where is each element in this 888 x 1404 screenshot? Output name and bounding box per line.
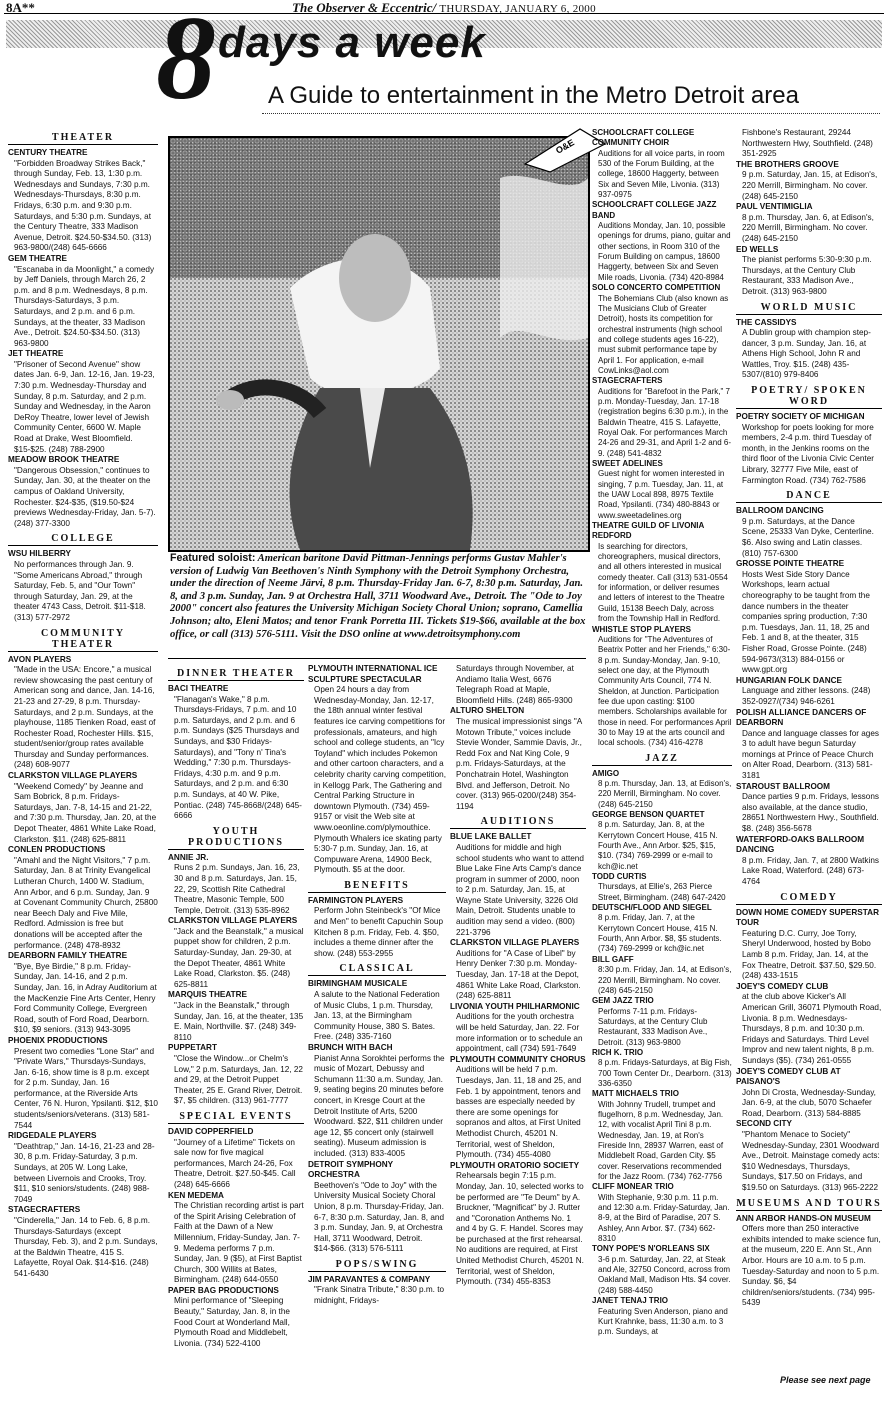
listing — [168, 853, 304, 917]
listing-heading: DETROIT SYMPHONY ORCHESTRA — [308, 1159, 393, 1180]
listing — [592, 128, 732, 200]
listing-heading: GEM JAZZ TRIO — [592, 996, 654, 1006]
listing-heading: AMIGO — [592, 768, 620, 778]
section-heading: BENEFITS — [308, 880, 446, 893]
listing — [8, 951, 158, 1036]
listing — [450, 706, 586, 812]
listing-heading: JOEY'S COMEDY CLUB AT PAISANO'S — [736, 1066, 841, 1087]
listing — [736, 412, 882, 486]
section-heading: POPS/SWING — [308, 1259, 446, 1272]
listing — [450, 1055, 586, 1161]
listing-heading: PAUL VENTIMIGLIA — [736, 202, 813, 212]
photo-illustration — [170, 138, 588, 550]
listing-text: Perform John Steinbeck's "Of Mice and Men" to benefit Capuchin Soup Kitchen 8 p.m. Friday, Feb. 4. $50, includes a theme dinner after the show. (248) 553-2955 — [314, 906, 443, 958]
listing-heading: LIVONIA YOUTH PHILHARMONIC — [450, 1001, 580, 1011]
listing — [592, 1089, 732, 1182]
section-heading: DINNER THEATER — [168, 668, 304, 681]
listing-heading: JET THEATRE — [8, 349, 64, 359]
listing-text: 8 p.m. Saturday, Jan. 8, at the Kerrytown Concert House, 415 N. Fourth Ave., Ann Arbor. $25, $15, $10. (734) 769-2999 or e-mail to kch@ic.net — [598, 820, 718, 871]
column-2 — [168, 664, 304, 1349]
listing-heading: CLARKSTON VILLAGE PLAYERS — [450, 938, 580, 948]
listing-heading: THE BROTHERS GROOVE — [736, 159, 839, 169]
listing-heading: BIRMINGHAM MUSICALE — [308, 979, 408, 989]
listing — [8, 1036, 158, 1131]
listing-text: "Frank Sinatra Tribute," 8:30 p.m. to midnight, Fridays- — [314, 1285, 445, 1306]
listing — [736, 1214, 882, 1309]
listing-text: "Bye, Bye Birdie," 8 p.m. Friday-Sunday, Jan. 14-16, and 2 p.m. Sunday, Jan. 16, in Adray Auditorium at the MacKenzie Fine Arts Center, Henry Ford Community College, Evergreen Road, south of Ford Road, Dearborn. $10, $9 seniors. (313) 943-3095 — [14, 961, 157, 1035]
listing — [592, 1244, 732, 1296]
listing-text: With Johnny Trudell, trumpet and flugelhorn, 8 p.m. Wednesday, Jan. 12, with vocalist April Tini 8 p.m. Wednesday, Jan. 19, at Ron's Fireside Inn, 28937 Warren, east of Middlebelt Road, Garden City. $5 cover. Reservations recommended for the Jazz Room. (734) 762-7756 — [598, 1099, 724, 1182]
banner-subtitle: A Guide to entertainment in the Metro Detroit area — [268, 82, 799, 109]
listing — [736, 160, 882, 202]
listing-heading: DEARBORN FAMILY THEATRE — [8, 951, 128, 961]
photo-caption — [170, 552, 586, 641]
listing-heading: ED WELLS — [736, 244, 779, 254]
section-heading: COLLEGE — [8, 533, 158, 546]
listing-text: 8 p.m. Fridays-Saturdays, at Big Fish, 700 Town Center Dr., Dearborn. (313) 336-6350 — [598, 1058, 732, 1088]
caption-rule — [168, 658, 586, 659]
listing-text: Auditions Monday, Jan. 10, possible openings for drums, piano, guitar and other sections, in Room 310 of the Forum Building on campus, 18600 Haggerty, between Six and Seven Mile roads, Livonia. (734) 420-8984 — [598, 221, 731, 282]
listing-text: Hosts West Side Story Dance Workshops, learn actual choreography to be taught from the dance numbers in the theater companies spring production, 7:30 p.m. Tuesdays, Jan. 11, 18, 25 and Feb. 1 and 8, at the theater, 315 Fisher Road, Grosse Pointe. (248) 594-9673/(313) 884-0156 or www.gpt.org — [742, 569, 870, 675]
listing — [308, 1043, 446, 1160]
listing-heading: JANET TENAJ TRIO — [592, 1296, 669, 1306]
listing — [168, 1127, 304, 1191]
listing — [736, 982, 882, 1067]
listing-text: "Flanagan's Wake," 8 p.m. Thursdays-Fridays, 7 p.m. and 10 p.m. Saturdays, and 2 p.m. and 6 p.m. Sundays ($25 Thursdays and Sundays, and $30 Fridays-Saturdays), and "Tony n' Tina's Wedding," 7:30 p.m. Thursdays-Fridays, 4:30 p.m. and 9 p.m. Saturdays, and 2 p.m. and 6:30 p.m. Sundays, at 40 W. Pike, Pontiac. (248) 745-8668/(248) 645-6666 — [174, 694, 302, 821]
listing — [450, 664, 586, 706]
listing-heading: PHOENIX PRODUCTIONS — [8, 1035, 108, 1045]
listing — [736, 708, 882, 782]
listing — [168, 990, 304, 1043]
listing — [450, 1161, 586, 1288]
banner-number: 8 — [156, 0, 216, 124]
listing-heading: PAPER BAG PRODUCTIONS — [168, 1285, 279, 1295]
listing-text: 8 p.m. Friday, Jan. 7, at the Kerrytown Concert House, 415 N. Fourth, Ann Arbor. $8, $5 students. (734) 769-2999 or kch@ic.net — [598, 913, 722, 954]
listing-text: A salute to the National Federation of Music Clubs, 1 p.m. Thursday, Jan. 13, at the Birmingham Community House, 380 S. Bates. Free. (248) 335-7160 — [314, 990, 440, 1042]
listing-text: "Amahl and the Night Visitors," 7 p.m. Saturday, Jan. 8 at Trinity Evangelical Lutheran Church, 1400 W. Stadium, Ann Arbor, and 6 p.m. Sunday, Jan. 9 at Covenant Community Church, 25800 near Beech Daly and Five Mile, Redford. Admission is free but donations will be accepted after the performance. (248) 478-8932 — [14, 855, 158, 950]
listing-heading: GEORGE BENSON QUARTET — [592, 810, 705, 819]
listing-text: Auditions will be held 7 p.m. Tuesdays, Jan. 11, 18 and 25, and Feb. 1 by appointment, tenors and basses are especially needed by there are some openings for sopranos and altos, at First United Methodist Church, 45201 N. Territorial, west of Sheldon, Plymouth. (734) 455-4080 — [456, 1065, 582, 1160]
page-number: 8A** — [6, 0, 35, 15]
listing — [450, 832, 586, 938]
listing-text: Auditions for "Barefoot in the Park," 7 p.m. Monday-Tuesday, Jan. 17-18 (registration begins 6:30 p.m.), in the Baldwin Theatre, 415 S. Lafayette, Royal Oak. For performances March 24-26 and 29-31, and April 1-2 and 6-9. (248) 541-4832 — [598, 386, 731, 458]
listing-text: "Deathtrap," Jan. 14-16, 21-23 and 28-30, 8 p.m. Friday-Saturday, 3 p.m. Sundays, at 205 W. Long Lake, between Livernois and Crooks, Troy. $11, $10 seniors/students. (248) 988-7049 — [14, 1141, 155, 1204]
listing-text: Rehearsals begin 7:15 p.m. Monday, Jan. 10, selected works to be performed are "Te Deum" by A. Bruckner, "Magnificat" by J. Rutter and "Coronation Anthems No. 1 and 4 by G. F. Handel. Scores may be purchased at the first rehearsal. No auditions are required, at First United Methodist Church, 45201 N. Territorial, west of Sheldon, Plymouth. (734) 455-8353 — [456, 1171, 584, 1287]
section-heading: THEATER — [8, 132, 158, 145]
listing-text: "Dangerous Obsession," continues to Sunday, Jan. 30, at the theater on the campus of Oakland University, Rochester. $24-$35, ($19.50-$24 previews Wednesday-Friday, Jan. 5-7). (248) 377-3300 — [14, 465, 156, 528]
listing — [592, 1048, 732, 1089]
listing-heading: TONY POPE'S N'ORLEANS SIX — [592, 1244, 710, 1254]
section-heading: COMMUNITY THEATER — [8, 628, 158, 652]
listing — [308, 979, 446, 1043]
listing-heading: BALLROOM DANCING — [736, 506, 824, 516]
column-4 — [450, 664, 586, 1288]
listing — [8, 148, 158, 254]
listing — [592, 810, 732, 872]
listing-heading: MARQUIS THEATRE — [168, 990, 247, 1000]
listing-text: Language and zither lessons. (248) 352-0927/(734) 946-6261 — [742, 686, 871, 706]
listing-heading: PLYMOUTH INTERNATIONAL ICE SCULPTURE SPECTACULAR — [308, 664, 438, 684]
listing-heading: KEN MEDEMA — [168, 1190, 224, 1200]
section-heading: WORLD MUSIC — [736, 302, 882, 315]
listing-heading: WHISTLE STOP PLAYERS — [592, 624, 691, 634]
listing-text: Auditions for "A Case of Libel" by Henry Denker 7:30 p.m. Monday-Tuesday, Jan. 17-18 at the Depot, 4861 White Lake Road, Clarkston. (248) 625-8811 — [456, 948, 581, 1001]
listing-heading: AVON PLAYERS — [8, 654, 72, 664]
listing-heading: BLUE LAKE BALLET — [450, 832, 532, 842]
listing-text: 8 p.m. Friday, Jan. 7, at 2800 Watkins Lake Road, Waterford. (248) 673-4764 — [742, 855, 879, 886]
listing-text: With Stephanie, 9:30 p.m. 11 p.m. and 12:30 a.m. Friday-Saturday, Jan. 8-9, at the Bird of Paradise, 207 S. Ashley, Ann Arbor. $7. (734) 662-8310 — [598, 1192, 730, 1244]
subtitle-rule — [262, 113, 880, 114]
listing-heading: MEADOW BROOK THEATRE — [8, 455, 120, 465]
listing-heading: WSU HILBERRY — [8, 549, 71, 559]
listing-heading: ANN ARBOR HANDS-ON MUSEUM — [736, 1213, 871, 1223]
listing-text: "Phantom Menace to Society" Wednesday-Sunday, 2301 Woodward Ave., Detroit. Mainstage comedy acts: $10 Wednesdays, Thursdays, Sundays, $17.50 on Fridays, and $19.50 on Saturdays. (313) 965-2222 — [742, 1130, 880, 1193]
listing-text: Present two comedies "Lone Star" and "Private Wars," Thursdays-Sundays, Jan. 6-16, show time is 8 p.m. except for 2 p.m. Sunday, Jan. 16 performance, at the Riverside Arts Center, 76 N. Huron, Ypsilanti. $12, $10 students/seniors/veterans. (313) 581-7544 — [14, 1046, 158, 1130]
listing-text: 3-6 p.m. Saturday, Jan. 22, at Steak and Ale, 32750 Concord, across from Oakland Mall, Madison Hts. $4 cover. (248) 588-4450 — [598, 1254, 731, 1295]
listing — [736, 128, 882, 160]
listing-text: 8 p.m. Thursday, Jan. 6, at Edison's, 220 Merrill, Birmingham. No cover. (248) 645-2150 — [742, 212, 874, 243]
listing-text: "Jack and the Beanstalk," a musical puppet show for children, 2 p.m. Saturday-Sunday, Jan. 29-30, at the Depot Theater, 4861 White Lake Road, Clarkston. $5. (248) 625-8811 — [174, 926, 304, 989]
listing-text: "Forbidden Broadway Strikes Back," through Sunday, Feb. 13, 1:30 p.m. Wednesdays and Sundays, 7:30 p.m. Wednesdays-Thursdays, 8:30 p.m. Fridays, 6:30 p.m. and 9:30 p.m. Saturdays, and 5:30 p.m. Sundays, at the Century Theatre, 333 Madison Avenue, Detroit. $24.50-$34.50. (313) 963-9800/(248) 645-6666 — [14, 158, 152, 253]
listing — [308, 664, 446, 876]
listing — [8, 1205, 158, 1279]
section-heading: COMEDY — [736, 892, 882, 905]
listing-heading: MATT MICHAELS TRIO — [592, 1089, 679, 1099]
listing — [592, 521, 732, 624]
listing — [592, 903, 732, 955]
column-3 — [308, 664, 446, 1307]
listing-text: Mini performance of "Sleeping Beauty," Saturday, Jan. 8, in the Food Court at Wonderland Mall, Plymouth Road and Middlebelt, Livonia. (734) 522-4100 — [174, 1296, 290, 1348]
listing — [308, 896, 446, 960]
listing-heading: JIM PARAVANTES & COMPANY — [308, 1274, 431, 1284]
section-heading: AUDITIONS — [450, 816, 586, 829]
listing-text: "Made in the USA: Encore," a musical review showcasing the past century of American song and dance, Jan. 14-16, 21-23 and 27-29, 8 p.m. Thursday-Saturdays, and 2 p.m. Sundays, at the playhouse, 1185 Tienken Road, east of Rochester Road, Rochester Hills. $15, student/senior/group rates available Thursday and Sunday performances. (248) 608-9077 — [14, 665, 156, 770]
listing-heading: BRUNCH WITH BACH — [308, 1043, 393, 1052]
listing — [450, 938, 586, 1002]
listing-heading: CLARKSTON VILLAGE PLAYERS — [8, 771, 138, 781]
listing-text: "Escanaba in da Moonlight," a comedy by Jeff Daniels, through March 26, 2 p.m. and 8 p.m. Wednesdays, 8 p.m. Thursdays-Saturdays, 3 p.m. Saturdays, and 2 p.m. and 6 p.m. Sundays, at the theater, 33 Madison Ave., Detroit. $24.50-$34.50. (313) 963-9800 — [14, 264, 155, 348]
listing — [592, 625, 732, 749]
column-1 — [8, 128, 158, 1280]
listing — [168, 916, 304, 990]
listing-heading: DAVID COPPERFIELD — [168, 1126, 254, 1136]
listing — [592, 459, 732, 521]
listing — [736, 782, 882, 835]
section-heading: YOUTH PRODUCTIONS — [168, 826, 304, 850]
listing — [592, 1182, 732, 1244]
listing-heading: DOWN HOME COMEDY SUPERSTAR TOUR — [736, 907, 879, 928]
listing — [8, 455, 158, 529]
listing-text: Runs 2 p.m. Sundays, Jan. 16, 23, 30 and 8 p.m. Saturdays, Jan. 15, 22, 29, Scottish Rite Cathedral Theatre, Masonic Temple, 500 Temple, Detroit. (313) 535-8962 — [174, 863, 300, 915]
listing-text: Pianist Anna Sorokhtei performs the music of Mozart, Debussy and Schumann 11:30 a.m. Sunday, Jan. 9, seating begins 20 minutes before concert, in Kresge Court at the Detroit Institute of Arts, 5200 Woodward. $22, $11 children under age 12, $5 concert only (stairwell seating). Museum admission is included. (313) 833-4005 — [314, 1053, 445, 1158]
listing-text: "Close the Window...or Chelm's Low," 2 p.m. Saturdays, Jan. 12, 22 and 29, at the Detroit Puppet Theater, 25 E. Grand River, Detroit. $7, $5 children. (313) 961-7777 — [174, 1054, 303, 1106]
listing-heading: HUNGARIAN FOLK DANCE — [736, 675, 842, 685]
masthead-date: THURSDAY, JANUARY 6, 2000 — [439, 3, 596, 15]
column-5 — [592, 128, 732, 1338]
listing — [592, 872, 732, 903]
listing-text: Auditions for the youth orchestra will be held Saturday, Jan. 22. For more information or to schedule an appointment, call (734) 591-7649 — [456, 1012, 583, 1054]
listing-heading: SCHOOLCRAFT COLLEGE JAZZ BAND — [592, 200, 717, 220]
featured-photo — [168, 136, 590, 552]
listing — [308, 1160, 446, 1255]
listing-text: The Christian recording artist is part of the Spirit Arising Celebration of Faith at the Dawn of a New Millennium, Friday-Sunday, Jan. 7-9. Medema performs 7 p.m. Sunday, Jan. 9 ($5), at First Baptist Church, 300 Willits at Bates, Birmingham. (248) 644-0550 — [174, 1201, 304, 1285]
listing-heading: SWEET ADELINES — [592, 459, 663, 468]
listing — [8, 845, 158, 951]
continued-note: Please see next page — [780, 1375, 871, 1385]
listing — [736, 559, 882, 676]
listing-text: The Bohemians Club (also known as The Musicians Club of Greater Detroit), hosts its competition for orchestral instruments (high school and college students ages 16-22), must submit performance tape by April 1. For application, e-mail CowLinks@aol.com — [598, 293, 729, 375]
listing — [308, 1275, 446, 1307]
listing-text: Performs 7-11 p.m. Fridays-Saturdays, at the Century Club Restaurant, 333 Madison Ave., Detroit. (313) 963-9800 — [598, 1006, 708, 1047]
listing — [168, 684, 304, 822]
listing-heading: POLISH ALLIANCE DANCERS OF DEARBORN — [736, 707, 867, 728]
listing — [736, 202, 882, 244]
listing-heading: THE CASSIDYS — [736, 317, 797, 327]
listing-text: 9 p.m. Saturdays, at the Dance Scene, 25333 Van Dyke, Centerline. $6. Also swing and Latin classes. (810) 757-6300 — [742, 516, 874, 558]
caption-label: Featured soloist: — [170, 552, 256, 564]
section-heading: POETRY/ SPOKEN WORD — [736, 385, 882, 409]
section-heading: DANCE — [736, 490, 882, 503]
listing-text: No performances through Jan. 9. "Some Americans Abroad," through Saturday, Feb. 5, and "Our Town" through Saturday, Jan. 29, at the theater 4743 Cass, Detroit. $11-$18. (313) 577-2972 — [14, 559, 146, 622]
listing-heading: TODD CURTIS — [592, 872, 647, 882]
listing-text: The musical impressionist sings "A Motown Tribute," voices include Stevie Wonder, Sammie Davis, Jr., Redd Fox and Nat King Cole, 9 p.m. Fridays-Saturdays, at the Ponchatrain Hotel, Washington Blvd. and Jefferson, Detroit. No cover. (313) 965-0200/(248) 354-1194 — [456, 716, 582, 811]
column-6 — [736, 128, 882, 1309]
masthead-title: The Observer & Eccentric/ — [292, 0, 437, 15]
listing-text: Workshop for poets looking for more members, 2-4 p.m. third Tuesday of month, in the Jenkins rooms on the third floor of the Livonia Civic Center Library, 32777 Five Mile, east of Farmington Road. (734) 762-7586 — [742, 422, 874, 485]
listing-text: Offers more than 250 interactive exhibits intended to make science fun, at the museum, 220 E. Ann St., Ann Arbor. Hours are 10 a.m. to 5 p.m. Tuesday-Saturday and noon to 5 p.m. Sunday. $6, $4 children/seniors/students. (734) 995-5439 — [742, 1224, 881, 1308]
listing-heading: JOEY'S COMEDY CLUB — [736, 981, 829, 991]
listing-heading: SECOND CITY — [736, 1119, 792, 1129]
listing-heading: CLARKSTON VILLAGE PLAYERS — [168, 916, 298, 926]
listing — [8, 655, 158, 772]
listing-text: A Dublin group with champion step-dancer, 3 p.m. Sunday, Jan. 16, at Athens High School, John R and Wattles, Troy. $15. (248) 435-5307/(810) 979-8406 — [742, 328, 871, 380]
listing-heading: DEUTSCH/FLOOD AND SIEGEL — [592, 903, 712, 913]
listing-heading: CONLEN PRODUCTIONS — [8, 845, 106, 855]
listing — [168, 1043, 304, 1107]
listing-text: "Cinderella," Jan. 14 to Feb. 6, 8 p.m. Thursdays-Saturdays (except Thursday, Feb. 3), and 2 p.m. Sundays, at the Baldwin Theatre, 415 S. Lafayette, Royal Oak. $14-$16. (248) 541-6430 — [14, 1216, 158, 1278]
listing-heading: GEM THEATRE — [8, 253, 67, 263]
listing-text: Auditions for middle and high school students who want to attend Blue Lake Fine Arts Camp's dance program in summer of 2000, noon to 2 p.m. Saturday, Jan. 15, at Wayne State University, 3226 Old Main, Detroit. Students unable to audition may send a video. (800) 221-3796 — [456, 842, 584, 937]
listing-text: 8:30 p.m. Friday, Jan. 14, at Edison's, 220 Merrill, Birmingham. No cover. (248) 645-2150 — [598, 965, 732, 995]
listing-text: Guest night for women interested in singing, 7 p.m. Tuesday, Jan. 11, at the UAW Local 898, 8975 Textile Road, Ypsilanti. (734) 480-8843 or www.sweetadelines.org — [598, 469, 725, 520]
masthead — [0, 0, 888, 16]
listing-text: Fishbone's Restaurant, 29244 Northwestern Hwy, Southfield. (248) 351-2925 — [742, 128, 873, 159]
listing — [168, 1286, 304, 1350]
listing-text: Featuring D.C. Curry, Joe Torry, Sheryl Underwood, hosted by Bobo Lamb 8 p.m. Friday, Jan. 14, at the Fox Theatre, Detroit. $37.50, $29.50. (248) 433-1515 — [742, 928, 877, 981]
listing-heading: SOLO CONCERTO COMPETITION — [592, 283, 721, 293]
listing-text: 8 p.m. Thursday, Jan. 13, at Edison's, 220 Merrill, Birmingham. No cover. (248) 645-2150 — [598, 778, 732, 809]
listing-text: "Journey of a Lifetime" Tickets on sale now for five magical performances, March 24-26, Fox Theatre, Detroit. $27.50-$45. Call (248) 645-6666 — [174, 1137, 296, 1189]
listing-heading: WATERFORD-OAKS BALLROOM DANCING — [736, 834, 865, 855]
listing-text: Thursdays, at Ellie's, 263 Pierce Street, Birmingham. (248) 647-2420 — [598, 882, 726, 902]
listing-text: "Weekend Comedy" by Jeanne and Sam Bobrick, 8 p.m. Fridays-Saturdays, Jan. 7-8, 14-15 and 21-22, and 7:30 p.m. Thursday, Jan. 20, at the Depot Theater, 4861 White Lake Road, Clarkston. $11. (248) 625-8811 — [14, 781, 157, 844]
listing-text: Featuring Sven Anderson, piano and Kurt Krahnke, bass, 11:30 a.m. to 3 p.m. Sundays, at — [598, 1306, 728, 1337]
listing — [450, 1002, 586, 1055]
listing-heading: BACI THEATRE — [168, 684, 229, 693]
listing-text: at the club above Kicker's All American Grill, 36071 Plymouth Road, Livonia. 8 p.m. Wednesdays-Thursdays, 8 p.m. and 10:30 p.m. Fridays and Saturdays. Third Level Improv and new talent nights, 8 p.m. Sundays ($5). (734) 261-0555 — [742, 992, 882, 1065]
listing-text: Is searching for directors, choreographers, musical directors, and all others interested in musical comedy theater. Call (313) 531-0554 for information, or deliver resumes and letters of interest to the Theatre Guild, 15138 Beech Daly, across from the Township Hall in Redford. — [598, 541, 728, 624]
listing-text: The pianist performs 5:30-9:30 p.m. Thursdays, at the Century Club Restaurant, 333 Madison Ave., Detroit. (313) 963-9800 — [742, 255, 872, 296]
listing — [736, 835, 882, 888]
listing — [8, 349, 158, 455]
listing — [736, 318, 882, 382]
banner-title: days a week — [218, 18, 486, 67]
listing — [592, 1296, 732, 1337]
listing-heading: BILL GAFF — [592, 954, 634, 964]
listing-heading: STAROUST BALLROOM — [736, 781, 830, 791]
listing-heading: FARMINGTON PLAYERS — [308, 895, 404, 905]
section-heading: JAZZ — [592, 753, 732, 766]
listing — [736, 245, 882, 298]
listing — [736, 1067, 882, 1120]
listing-heading: CLIFF MONEAR TRIO — [592, 1182, 674, 1192]
listing-text: Dance and language classes for ages 3 to adult have begun Saturday mornings at Prince of Peace Church on Alter Road, Dearborn. (313) 581-3181 — [742, 728, 880, 781]
listing — [736, 1119, 882, 1193]
listing-text: John Di Crosta, Wednesday-Sunday, Jan. 6-9, at the club, 5070 Schaefer Road, Dearborn. (313) 584-8885 — [742, 1087, 876, 1118]
listing — [592, 996, 732, 1048]
listing-text: Auditions for "The Adventures of Beatrix Potter and her Friends," 6:30-8 p.m. Sunday-Monday, Jan. 9-10, select one day, at the Plymouth Community Arts Council, 774 N. Sheldon, at Junction. Participation fee due upon casting: $100 members. Scholarships available for those in need. For performances April 30 to May 19 at the arts council and local schools. (734) 416-4278 — [598, 634, 732, 748]
section-heading: CLASSICAL — [308, 963, 446, 976]
listing-heading: PLYMOUTH COMMUNITY CHORUS — [450, 1054, 586, 1064]
listing — [592, 200, 732, 283]
listing — [8, 549, 158, 623]
listing — [736, 908, 882, 982]
listing — [592, 769, 732, 810]
listing-heading: PLYMOUTH ORATORIO SOCIETY — [450, 1160, 580, 1170]
listing-heading: CENTURY THEATRE — [8, 148, 88, 157]
caption-text: American baritone David Pittman-Jennings performs Gustav Mahler's version of Ludwig Van Beethoven's Ninth Symphony with the Detroit Symphony Orchestra, under the direction of Neeme Järvi, 8 p.m. Thursday-Friday Jan. 6-7, 8:30 p.m. Saturday, Jan. 8, and 3 p.m. Sunday, Jan. 9 at Orchestra Hall, 3711 Woodward Ave., Detroit. The "Ode to Joy 2000" concert also features the University Michigan Society Choral Union; soprano, Camellia Johnson; alto, Eleni Matos; and tenor Frank Porretta III. Tickets $19-$66, available at the box office, or call (313) 576-5111. Visit the DSO online at www.detroitsymphony.com — [170, 553, 586, 640]
listing — [736, 676, 882, 708]
listing-heading: THEATRE GUILD OF LIVONIA REDFORD — [592, 521, 704, 541]
listing — [8, 1131, 158, 1205]
listing — [592, 283, 732, 376]
listing-text: 9 p.m. Saturday, Jan. 15, at Edison's, 220 Merrill, Birmingham. No cover. (248) 645-2150 — [742, 170, 878, 201]
listing — [592, 376, 732, 459]
listing-heading: RICH K. TRIO — [592, 1047, 644, 1057]
listing-heading: GROSSE POINTE THEATRE — [736, 559, 845, 569]
listing-heading: PUPPETART — [168, 1043, 217, 1053]
listing-text: "Prisoner of Second Avenue" show dates Jan. 6-9, Jan. 12-16, Jan. 19-23, 7:30 p.m. Wednesday-Thursday and Sunday, 8 p.m. Saturday, and 2 p.m. Sunday and Wednesday, in the Aaron DeRoy Theatre, lower level of Jewish Community Center, 6600 W. Maple Road at Drake, West Bloomfield. $15-$25. (248) 788-2900 — [14, 359, 155, 454]
listing — [8, 254, 158, 349]
listing-heading: ALTURO SHELTON — [450, 706, 525, 716]
listing-heading: SCHOOLCRAFT COLLEGE COMMUNITY CHOIR — [592, 128, 695, 148]
listing-heading: ANNIE JR. — [168, 852, 209, 862]
listing-heading: RIDGEDALE PLAYERS — [8, 1131, 97, 1141]
section-heading: MUSEUMS AND TOURS — [736, 1197, 882, 1209]
section-heading: SPECIAL EVENTS — [168, 1111, 304, 1124]
listing — [736, 506, 882, 559]
listing-text: Dance parties 9 p.m. Fridays, lessons also available, at the dance studio, 28651 Northwestern Hwy., Southfield. $8. (248) 356-5678 — [742, 792, 879, 834]
listing-text: Beethoven's "Ode to Joy" with the University Musical Society Choral Union, 8 p.m. Thursday-Friday, Jan. 6-7, 8:30 p.m. Saturday, Jan. 8, and 3 p.m. Sunday, Jan. 9, at Orchestra Hall, 3711 Woodward, Detroit. $14-$66. (313) 576-5111 — [314, 1180, 445, 1254]
listing-text: "Jack in the Beanstalk," through Sunday, Jan. 16, at the theater, 135 E. Main, Northville. $7. (248) 349-8110 — [174, 1001, 304, 1042]
listing — [168, 1191, 304, 1286]
listing-heading: STAGECRAFTERS — [8, 1205, 81, 1215]
listing-heading: POETRY SOCIETY OF MICHIGAN — [736, 412, 865, 422]
listing-text: Saturdays through November, at Andiamo Italia West, 6676 Telegraph Road at Maple, Bloomfield Hills. (248) 865-9300 — [456, 664, 574, 705]
listing-heading: STAGECRAFTERS — [592, 376, 663, 386]
badge-text: O&E — [554, 137, 576, 156]
listing — [8, 771, 158, 845]
listing-text: Auditions for all voice parts, in room 530 of the Forum Building, at the college, 18600 Haggerty, between Six and Seven Mile, Livonia. (313) 937-0975 — [598, 148, 725, 200]
listing-text: Open 24 hours a day from Wednesday-Monday, Jan. 12-17, the 18th annual winter festival features ice carving competitions for professionals, amateurs, and high school and college students, an "Icy Toyland" which includes Pokemon and other cartoon characters, and a celebrity charity carving competition, in Kellogg Park, The Gathering and Central Parking Structure in downtown Plymouth. (734) 459-9157 or visit the Web site at www.oeonline.com/plymouthice. Plymouth Whalers ice skating party 5:30-7 p.m. Sunday, Jan. 16, at Compuware Arena, 14900 Beck, Plymouth. $5 at the door. — [314, 685, 446, 875]
listing — [592, 955, 732, 996]
